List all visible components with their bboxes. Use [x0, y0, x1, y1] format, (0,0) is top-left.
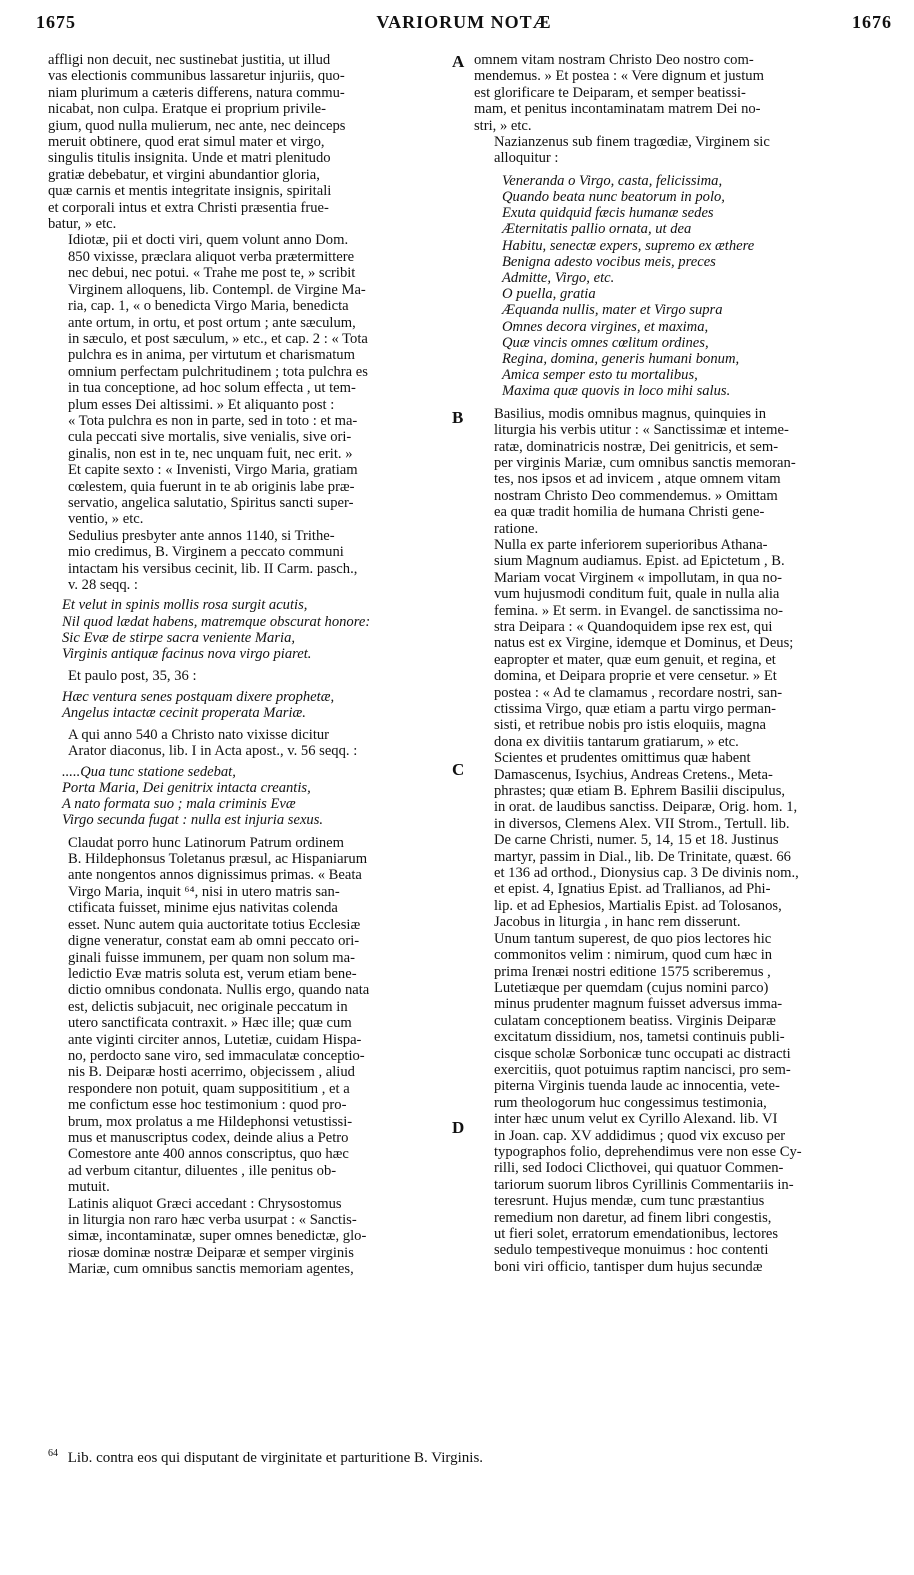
text-line: martyr, passim in Dial., lib. De Trinitate, quæst. 66 — [494, 848, 791, 865]
right-paragraph-1 — [474, 52, 892, 134]
left-paragraph-6 — [48, 835, 448, 1196]
text-line: esset. Nunc autem quia auctoritate totius Ecclesiæ — [68, 916, 361, 933]
text-line: in sæculo, et post sæculum, » etc., et cap. 2 : « Tota — [68, 330, 368, 347]
text-line: et corporali intus et extra Christi præsentia frue- — [48, 199, 329, 216]
left-paragraph-1 — [48, 52, 448, 232]
text-line: Mariæ, cum omnibus sanctis memoriam agentes, — [68, 1261, 354, 1278]
text-line: affligi non decuit, nec sustinebat justitia, ut illud — [48, 52, 331, 68]
text-line: nicabat, non culpa. Eratque ei proprium privile- — [48, 101, 326, 118]
text-line: Virginem alloquens, lib. Contempl. de Virgine Ma- — [68, 281, 366, 298]
text-line: intactam his versibus cecinit, lib. II Carm. pasch., — [68, 560, 358, 577]
text-line: dictio omnibus condonata. Nullis ergo, quando nata — [68, 982, 370, 999]
text-line: mus et manuscriptus codex, deinde alius a Petro — [68, 1129, 349, 1146]
right-paragraph-6 — [474, 931, 892, 1276]
text-line: De carne Christi, numer. 5, 14, 15 et 18. Justinus — [494, 832, 779, 849]
text-line: vas electionis communibus lassaretur injuriis, quo- — [48, 68, 345, 85]
text-line: boni viri officio, tantisper dum hujus secundæ — [494, 1258, 763, 1275]
left-paragraph-5 — [48, 727, 448, 760]
text-line: ventio, » etc. — [68, 511, 144, 528]
text-line: nostram Christo Deo commendemus. » Omittam — [494, 487, 778, 504]
text-line: Arator diaconus, lib. I in Acta apost., v. 56 seqq. : — [68, 743, 358, 760]
footnote-number: 64 — [48, 1448, 58, 1459]
text-line: omnium perfectam pulchritudinem ; tota pulchra es — [68, 363, 368, 380]
text-line: postea : « Ad te clamamus , recordare nostri, san- — [494, 684, 783, 701]
text-line: Quando beata nunc beatorum in polo, — [502, 189, 725, 206]
text-line: piterna Virginis tuenda laude ac innocentia, vete- — [494, 1078, 780, 1095]
section-marker-a: A — [452, 52, 465, 71]
text-line: tes, nos ipsos et ad invicem , atque omnem vitam — [494, 471, 781, 488]
left-paragraph-7 — [48, 1196, 448, 1278]
text-line: O puella, gratia — [502, 286, 596, 303]
text-line: cula peccati sive mortalis, sive venialis, sive ori- — [68, 429, 352, 446]
text-line: liturgia his verbis utitur : « Sanctissimæ et inteme- — [494, 422, 789, 439]
text-line: ctissima Virgo, quæ etiam a partu virgo perman- — [494, 701, 777, 717]
text-line: Exuta quidquid fæcis humanæ sedes — [502, 205, 714, 222]
text-line: Benigna adesto vocibus meis, preces — [502, 253, 716, 270]
text-line: commonitos velim : nimirum, quod cum hæc in — [494, 947, 773, 964]
text-line: est glorificare te Deiparam, et semper beatissi- — [474, 84, 746, 101]
text-line: excitatum dissidium, nos, tametsi continuis publi- — [494, 1029, 785, 1046]
text-line: ante nongentos annos dignissimus primas. « Beata — [68, 867, 362, 884]
text-line: teresrunt. Hujus mendæ, cum tunc præstantius — [494, 1193, 765, 1210]
text-line: ctificata fuisset, minime ejus nativitas colenda — [68, 900, 338, 917]
text-line: et 136 ad orthod., Dionysius cap. 3 De divinis nom., — [494, 865, 799, 882]
text-line: per virginis Mariæ, cum omnibus sanctis memoran- — [494, 454, 796, 471]
text-line: no, perdocto sane viro, sed immaculatæ conceptio- — [68, 1047, 365, 1064]
page-number-left: 1675 — [36, 12, 76, 32]
text-line: exercitiis, quot potuimus raptim nancisci, pro sem- — [494, 1061, 791, 1078]
text-line: respondere non potuit, quam supposititium , et a — [68, 1080, 350, 1097]
text-line: et epist. 4, Ignatius Epist. ad Trallianos, ad Phi- — [494, 881, 771, 898]
text-line: servatio, angelica salutatio, Spiritus sancti super- — [68, 494, 354, 511]
text-line: Basilius, modis omnibus magnus, quinquies in — [494, 405, 767, 422]
right-column — [474, 52, 892, 1275]
text-line: Damascenus, Isychius, Andreas Cretens., Meta- — [494, 766, 773, 783]
text-line: Unum tantum superest, de quo pios lectores hic — [494, 930, 772, 947]
text-line: ria, cap. 1, « o benedicta Virgo Maria, benedicta — [68, 298, 349, 315]
text-line: prima Irenæi nostri editione 1575 scriberemus , — [494, 963, 771, 980]
text-line: natus est ex Virgine, idemque et Dominus, et Deus; — [494, 635, 794, 652]
text-line: gium, quod nulla mulierum, nec ante, nec deinceps — [48, 117, 346, 134]
text-line: sium Magnum audiamus. Epist. ad Epictetum , B. — [494, 553, 785, 570]
footnote — [48, 1448, 908, 1467]
right-paragraph-2 — [474, 134, 892, 167]
text-line: femina. » Et serm. in Evangel. de sanctissima no- — [494, 602, 783, 619]
text-line: utero sanctificata contraxit. » Hæc ille; quæ cum — [68, 1015, 352, 1032]
text-line: v. 28 seqq. : — [68, 577, 138, 593]
text-line: Nulla ex parte inferiorem superioribus Athana- — [494, 536, 768, 553]
text-line: cœlestem, quia fuerunt in te ab originis labe præ- — [68, 478, 355, 495]
right-paragraph-3 — [474, 406, 892, 537]
text-line: cisque scholæ Sorbonicæ tunc occupati ac distracti — [494, 1045, 791, 1062]
text-line: Maxima quæ quovis in loco mihi salus. — [502, 383, 731, 400]
text-line: ante ortum, in ortu, et post ortum ; ante sæculum, — [68, 314, 356, 331]
text-line: Nil quod lædat habens, matremque obscurat honore: — [62, 613, 371, 630]
text-line: Veneranda o Virgo, casta, felicissima, — [502, 172, 723, 189]
text-line: Latinis aliquot Græci accedant : Chrysostomus — [68, 1195, 342, 1212]
text-line: Virgo secunda fugat : nulla est injuria sexus. — [62, 812, 324, 829]
running-title: VARIORUM NOTÆ — [376, 12, 552, 32]
text-line: mam, et penitus incontaminatam matrem Dei no- — [474, 101, 761, 118]
left-paragraph-2 — [48, 232, 448, 527]
text-line: .....Qua tunc statione sedebat, — [62, 763, 236, 780]
text-line: Quæ vincis omnes cœlitum ordines, — [502, 334, 709, 351]
section-marker-c: C — [452, 760, 465, 779]
text-line: est, delictis subjacuit, nec originale peccatum in — [68, 998, 348, 1015]
text-line: riosæ dominæ nostræ Deiparæ et semper virginis — [68, 1244, 354, 1261]
text-line: typographos folio, deprehendimus vere non esse Cy- — [494, 1143, 802, 1160]
left-column — [48, 52, 448, 1278]
right-paragraph-5 — [474, 750, 892, 930]
text-line: rum theologorum huc congessimus testimonia, — [494, 1094, 767, 1111]
text-line: nec debui, nec potui. « Trahe me post te, » scribit — [68, 265, 356, 282]
text-line: dona ex divitiis tantarum gratiarum, » etc. — [494, 733, 739, 750]
text-line: Amica semper esto tu mortalibus, — [502, 367, 698, 384]
text-line: ginali fuisse immunem, per quam non solum ma- — [68, 949, 355, 966]
text-line: Jacobus in liturgia , in hanc rem disserunt. — [494, 914, 741, 931]
text-line: Sic Evæ de stirpe sacra veniente Maria, — [62, 629, 296, 646]
nazianzenus-verse — [502, 173, 892, 400]
text-line: in diversos, Clemens Alex. VII Strom., Tertull. lib. — [494, 815, 790, 832]
right-paragraph-4 — [474, 537, 892, 750]
text-line: tariorum suorum libros Cyrillinis Commentariis in- — [494, 1176, 794, 1193]
text-line: mendemus. » Et postea : « Vere dignum et justum — [474, 68, 764, 85]
text-line: Omnes decora virgines, et maxima, — [502, 318, 709, 335]
text-line: Æternitatis pallio ornata, ut dea — [502, 221, 692, 238]
text-line: Hæc ventura senes postquam dixere prophetæ, — [62, 688, 335, 705]
text-line: singulis titulis insignita. Unde et matri plenitudo — [48, 150, 331, 167]
text-line: simæ, incontaminatæ, super omnes benedictæ, glo- — [68, 1228, 367, 1245]
text-line: A qui anno 540 a Christo nato vixisse dicitur — [68, 727, 330, 744]
text-line: Regina, domina, generis humani bonum, — [502, 351, 740, 368]
text-line: Admitte, Virgo, etc. — [502, 270, 615, 287]
text-line: ad verbum citantur, diluentes , ille penitus ob- — [68, 1162, 337, 1179]
text-line: phrastes; quæ etiam B. Ephrem Basilii discipulus, — [494, 783, 786, 800]
text-line: Sedulius presbyter ante annos 1140, si Trithe- — [68, 527, 335, 544]
text-line: plum esses Dei altissimi. » Et aliquanto post : — [68, 396, 335, 413]
text-line: A nato formata suo ; mala criminis Evæ — [62, 796, 296, 813]
footnote-text: Lib. contra eos qui disputant de virginitate et parturitione B. Virginis. — [67, 1450, 484, 1466]
text-line: ledictio Evæ matris soluta est, verum etiam bene- — [68, 965, 357, 982]
text-line: Habitu, senectæ expers, supremo ex æthere — [502, 237, 755, 254]
text-line: Angelus intactæ cecinit properata Mariæ. — [62, 704, 306, 721]
section-marker-d: D — [452, 1118, 465, 1137]
text-line: Claudat porro hunc Latinorum Patrum ordinem — [68, 834, 345, 851]
left-paragraph-4 — [48, 668, 448, 684]
text-line: in liturgia non raro hæc verba usurpat : « Sanctis- — [68, 1212, 357, 1228]
text-line: mutuit. — [68, 1179, 110, 1196]
text-line: ut fieri solet, erratorum emendationibus, lectores — [494, 1226, 779, 1242]
text-line: stri, » etc. — [474, 117, 532, 134]
text-line: Et paulo post, 35, 36 : — [68, 668, 197, 685]
text-line: pulchra es in anima, per virtutum et charismatum — [68, 347, 355, 364]
text-line: vum hujusmodi conditum fuit, quale in nulla alia — [494, 586, 780, 603]
arator-verse — [62, 764, 448, 829]
text-line: meruit obtinere, quod erat simul mater et virgo, — [48, 134, 325, 151]
text-line: Lutetiæque per quemdam (cujus nomini parco) — [494, 979, 769, 996]
text-line: sedulo tempestiveque monuimus : hoc contenti — [494, 1242, 769, 1259]
text-line: me confictum esse hoc testimonium : quod pro- — [68, 1097, 347, 1114]
text-line: niam plurimum a cæteris differens, natura commu- — [48, 84, 345, 101]
text-line: lip. et ad Ephesios, Martialis Epist. ad Tolosanos, — [494, 897, 782, 914]
page-header — [36, 8, 892, 34]
text-line: Virgo Maria, inquit ⁶⁴, nisi in utero matris san- — [68, 883, 340, 900]
text-line: rilli, sed Iodoci Clicthovei, qui quatuor Commen- — [494, 1160, 784, 1177]
text-line: ea quæ tradit homilia de humana Christi gene- — [494, 504, 765, 521]
text-line: minus prudenter magnum fuisset adversus imma- — [494, 996, 783, 1013]
text-line: ratione. — [494, 520, 539, 537]
text-line: Comestore ante 400 annos conscriptus, quo hæc — [68, 1146, 349, 1163]
text-line: in Joan. cap. XV addidimus ; quod vix excuso per — [494, 1127, 786, 1144]
text-line: gratiæ debebatur, et virgini abundantior gloria, — [48, 166, 320, 183]
text-line: brum, mox prolatus a me Hildephonsi vetustissi- — [68, 1113, 353, 1130]
text-line: eapropter et mater, quæ eum genuit, et regina, et — [494, 651, 776, 668]
text-line: quæ carnis et mentis integritate insignis, spiritali — [48, 183, 332, 200]
text-line: domina, et Deipara proprie et vere censetur. » Et — [494, 668, 777, 685]
text-line: culatam conceptionem beatiss. Virginis Deiparæ — [494, 1012, 776, 1029]
text-line: ante viginti circiter annos, Lutetiæ, cuidam Hispa- — [68, 1031, 362, 1048]
text-line: 850 vixisse, præclara aliquot verba prætermittere — [68, 248, 355, 265]
left-paragraph-3 — [48, 528, 448, 594]
text-line: omnem vitam nostram Christo Deo nostro com- — [474, 52, 754, 68]
text-line: « Tota pulchra es non in parte, sed in toto : et ma- — [68, 412, 358, 429]
text-line: stra Deipara : « Quandoquidem ipse rex est, qui — [494, 618, 773, 635]
sedulius-verse-2 — [62, 689, 448, 721]
text-line: Porta Maria, Dei genitrix intacta creantis, — [62, 780, 311, 797]
text-line: sisti, et retribue nobis pro istis eloquiis, magna — [494, 717, 766, 734]
text-line: Nazianzenus sub finem tragœdiæ, Virginem sic — [494, 134, 770, 151]
text-line: alloquitur : — [494, 150, 559, 167]
text-line: Et velut in spinis mollis rosa surgit acutis, — [62, 597, 308, 614]
text-line: Et capite sexto : « Invenisti, Virgo Maria, gratiam — [68, 462, 358, 479]
text-line: nis B. Deiparæ hosti acerrimo, objecissem , aliud — [68, 1064, 355, 1081]
text-line: Scientes et prudentes omittimus quæ habent — [494, 750, 751, 767]
text-line: B. Hildephonsus Toletanus præsul, ac Hispaniarum — [68, 851, 368, 868]
text-line: Æquanda nullis, mater et Virgo supra — [502, 302, 723, 319]
text-line: ginalis, non est in te, nec unquam fuit, nec erit. » — [68, 445, 353, 462]
text-line: mio credimus, B. Virginem a peccato communi — [68, 544, 344, 561]
page-number-right: 1676 — [852, 12, 892, 32]
section-marker-b: B — [452, 408, 464, 427]
text-line: in orat. de laudibus sanctiss. Deiparæ, Orig. hom. 1, — [494, 799, 798, 816]
text-line: Idiotæ, pii et docti viri, quem volunt anno Dom. — [68, 232, 349, 249]
text-line: Virginis antiquæ facinus nova virgo piaret. — [62, 646, 312, 663]
sedulius-verse — [62, 597, 448, 662]
text-line: Mariam vocat Virginem « impollutam, in qua no- — [494, 569, 782, 586]
text-line: batur, » etc. — [48, 216, 117, 233]
text-line: in tua conceptione, ad hoc solum effecta , ut tem- — [68, 380, 356, 397]
text-line: ratæ, dominatricis nostræ, Dei genitricis, et sem- — [494, 438, 779, 455]
text-line: inter hæc unum velut ex Cyrillo Alexand. lib. VI — [494, 1111, 778, 1128]
text-line: digne veneratur, constat eam ab omni peccato ori- — [68, 933, 360, 950]
text-line: remedium non daretur, ad finem libri congestis, — [494, 1209, 772, 1226]
